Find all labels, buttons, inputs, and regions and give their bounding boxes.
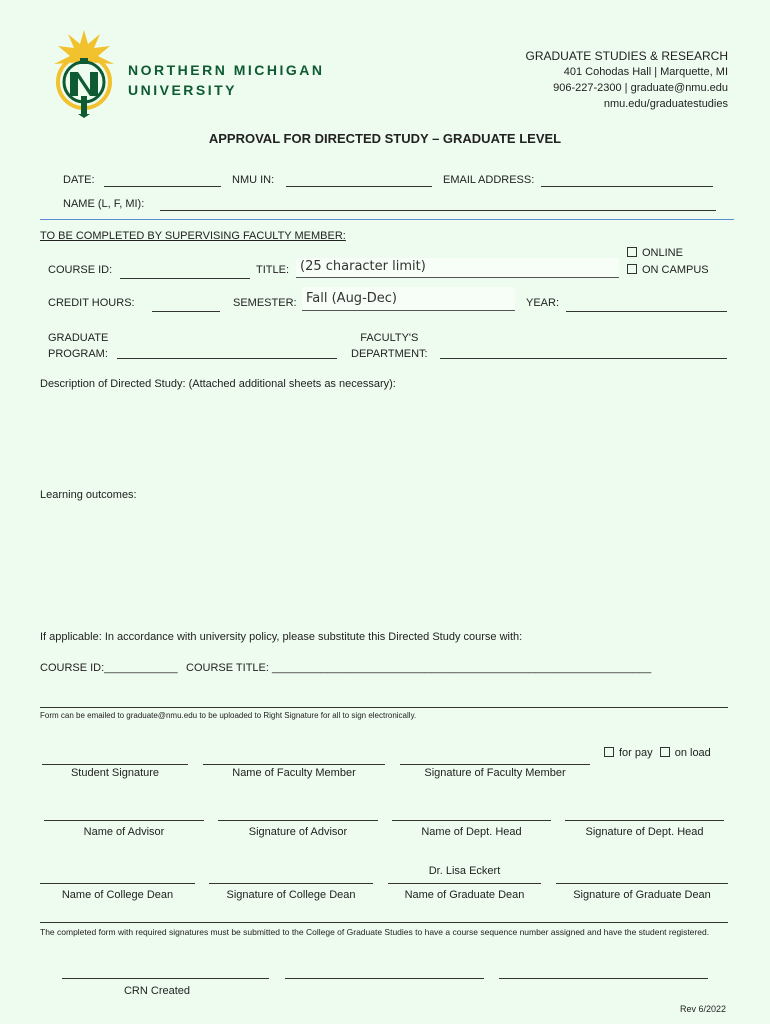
college-dean-name-label: Name of College Dean [61, 889, 174, 901]
course-title-field[interactable]: (25 character limit) [296, 258, 619, 278]
form-title: APPROVAL FOR DIRECTED STUDY – GRADUATE LEVEL [208, 131, 562, 146]
advisor-signature-line[interactable] [218, 820, 378, 821]
semester-select[interactable]: Fall (Aug-Dec) [302, 287, 515, 311]
online-option[interactable] [627, 247, 683, 259]
faculty-section-heading: TO BE COMPLETED BY SUPERVISING FACULTY MEMBER: [40, 230, 346, 242]
office-address: 401 Cohodas Hall | Marquette, MI [563, 66, 728, 78]
department-label [351, 330, 428, 362]
title-label: TITLE: [256, 264, 290, 276]
crn-created-label: CRN Created [123, 985, 191, 997]
outcomes-label: Learning outcomes: [40, 489, 137, 501]
description-label: Description of Directed Study: (Attached additional sheets as necessary): [40, 378, 396, 390]
torch-emblem-icon [48, 26, 120, 118]
grad-program-field[interactable] [117, 358, 337, 359]
office-contact: 906-227-2300 | graduate@nmu.edu [553, 82, 728, 94]
graduate-dean-name-label: Name of Graduate Dean [404, 889, 525, 901]
nmu-logo [48, 26, 358, 118]
graduate-dean-name-line[interactable] [388, 883, 541, 884]
for-pay-label: for pay [619, 747, 653, 759]
credit-hours-label: CREDIT HOURS: [48, 297, 135, 309]
dept-head-signature-line[interactable] [565, 820, 724, 821]
footer-divider [40, 922, 728, 923]
college-dean-signature-line[interactable] [209, 883, 373, 884]
revision-label: Rev 6/2022 [680, 1004, 727, 1014]
faculty-signature-line[interactable] [400, 764, 590, 765]
footer-note: The completed form with required signatures must be submitted to the College of Graduate Studies to have a course sequence number assigned and have the student registered. [40, 927, 710, 937]
crn-line-2[interactable] [285, 978, 484, 979]
student-signature-label: Student Signature [70, 767, 160, 779]
advisor-signature-label: Signature of Advisor [248, 826, 348, 838]
advisor-name-label: Name of Advisor [83, 826, 165, 838]
student-signature-line[interactable] [42, 764, 188, 765]
department-field[interactable] [440, 358, 727, 359]
faculty-name-label: Name of Faculty Member [232, 767, 356, 779]
crn-line-3[interactable] [499, 978, 708, 979]
college-dean-signature-label: Signature of College Dean [226, 889, 356, 901]
office-name: GRADUATE STUDIES & RESEARCH [525, 49, 728, 63]
office-web: nmu.edu/graduatestudies [603, 98, 728, 110]
date-label: DATE: [63, 174, 95, 186]
email-note: Form can be emailed to graduate@nmu.edu to be uploaded to Right Signature for all to sign electronically. [40, 711, 417, 720]
nmu-in-label: NMU IN: [232, 174, 275, 186]
office-info [526, 48, 728, 112]
year-field[interactable] [566, 311, 727, 312]
graduate-dean-signature-line[interactable] [556, 883, 728, 884]
logo-line-1: NORTHERN MICHIGAN [128, 62, 325, 78]
logo-line-2: UNIVERSITY [128, 82, 238, 98]
department-label-line1: FACULTY'S [360, 332, 419, 344]
course-id-field[interactable] [120, 278, 250, 279]
name-field[interactable] [160, 210, 716, 211]
graduate-dean-signature-label: Signature of Graduate Dean [573, 889, 711, 901]
substitute-course-title[interactable]: COURSE TITLE: ______________________________________________________________ [186, 662, 652, 674]
on-load-label: on load [674, 747, 711, 759]
grad-program-label [48, 330, 108, 362]
faculty-name-line[interactable] [203, 764, 385, 765]
email-note-divider [40, 707, 728, 708]
substitute-course-id[interactable]: COURSE ID:____________ [40, 662, 178, 674]
course-id-label: COURSE ID: [48, 264, 113, 276]
description-area[interactable] [40, 394, 730, 484]
on-campus-label: ON CAMPUS [642, 264, 709, 276]
online-checkbox[interactable] [627, 247, 637, 257]
on-load-checkbox[interactable] [660, 747, 670, 757]
on-campus-checkbox[interactable] [627, 264, 637, 274]
advisor-name-line[interactable] [44, 820, 204, 821]
grad-program-label-line2: PROGRAM: [48, 348, 108, 360]
name-label: NAME (L, F, MI): [63, 198, 145, 210]
department-label-line2: DEPARTMENT: [351, 348, 428, 360]
for-pay-checkbox[interactable] [604, 747, 614, 757]
on-campus-option[interactable] [627, 264, 709, 276]
dept-head-signature-label: Signature of Dept. Head [585, 826, 704, 838]
college-dean-name-line[interactable] [40, 883, 195, 884]
semester-label: SEMESTER: [233, 297, 297, 309]
email-field[interactable] [541, 186, 713, 187]
nmu-in-field[interactable] [286, 186, 432, 187]
credit-hours-field[interactable] [152, 311, 220, 312]
pay-options [604, 747, 711, 759]
grad-program-label-line1: GRADUATE [48, 332, 109, 344]
section-divider [40, 219, 734, 220]
year-label: YEAR: [526, 297, 560, 309]
faculty-signature-label: Signature of Faculty Member [424, 767, 566, 779]
email-label: EMAIL ADDRESS: [443, 174, 535, 186]
outcomes-area[interactable] [40, 505, 730, 620]
date-field[interactable] [104, 186, 221, 187]
dept-head-name-label: Name of Dept. Head [421, 826, 522, 838]
graduate-dean-name-value: Dr. Lisa Eckert [428, 865, 501, 877]
dept-head-name-line[interactable] [392, 820, 551, 821]
online-label: ONLINE [642, 247, 683, 259]
substitute-text: If applicable: In accordance with university policy, please substitute this Directed Study course with: [40, 631, 523, 643]
crn-line-1[interactable] [62, 978, 269, 979]
